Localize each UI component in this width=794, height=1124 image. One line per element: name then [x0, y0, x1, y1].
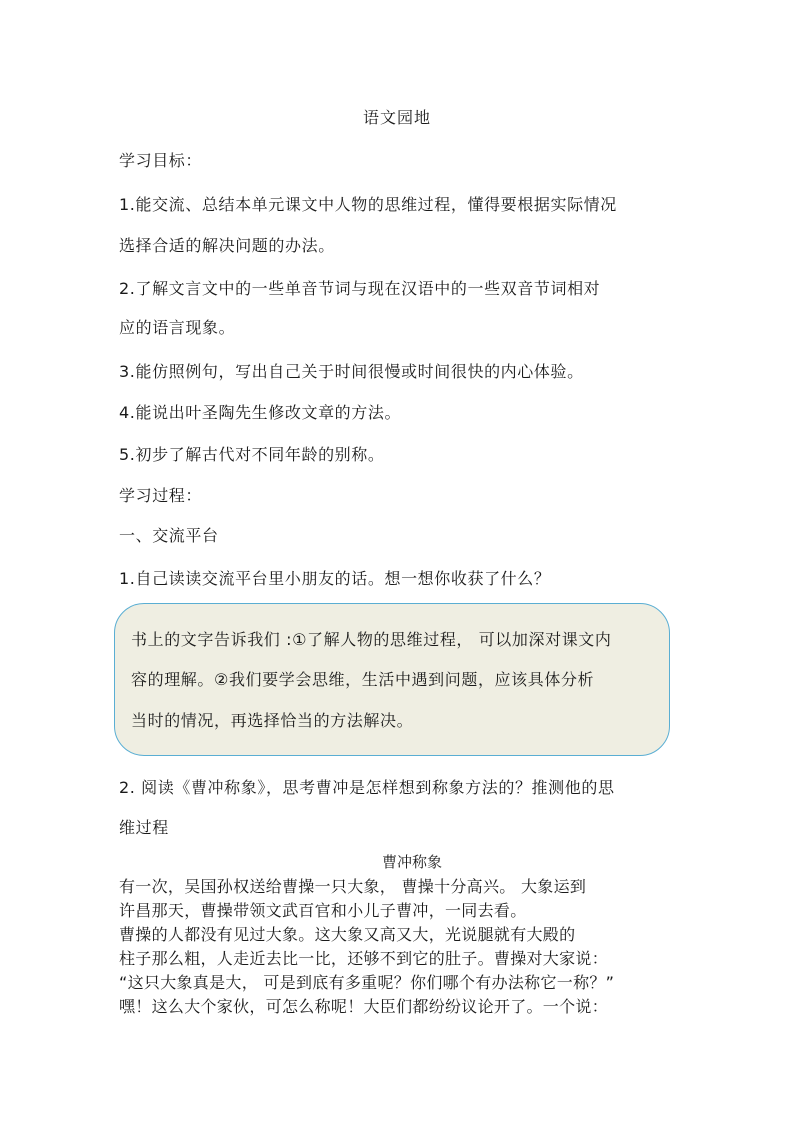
objective-line: 选择合适的解决问题的办法。 — [119, 236, 335, 255]
task-2: 2. 阅读《曹冲称象》，思考曹冲是怎样想到称象方法的？推测他的思 — [119, 778, 615, 797]
process-heading: 学习过程： — [119, 486, 203, 505]
callout-line: 容的理解。②我们要学会思维，生活中遇到问题，应该具体分析 — [131, 670, 595, 689]
story-line: 柱子那么粗，人走近去比一比，还够不到它的肚子。曹操对大家说： — [119, 949, 609, 968]
objective-line: 5.初步了解古代对不同年龄的别称。 — [119, 445, 385, 464]
objective-line: 1.能交流、总结本单元课文中人物的思维过程，懂得要根据实际情况 — [119, 195, 617, 214]
task-2-continued: 维过程 — [119, 818, 169, 837]
task-1: 1.自己读读交流平台里小朋友的话。想一想你收获了什么？ — [119, 569, 551, 588]
callout-line: 书上的文字告诉我们 :①了解人物的思维过程， 可以加深对课文内 — [131, 630, 612, 649]
story-line: 曹操的人都没有见过大象。这大象又高又大，光说腿就有大殿的 — [119, 925, 576, 944]
section-heading: 一、交流平台 — [119, 526, 219, 545]
story-line: 嘿！这么大个家伙，可怎么称呢！大臣们都纷纷议论开了。一个说： — [119, 997, 609, 1016]
objective-line: 2.了解文言文中的一些单音节词与现在汉语中的一些双音节词相对 — [119, 279, 601, 298]
callout-box — [114, 603, 670, 756]
story-line: 有一次，吴国孙权送给曹操一只大象， 曹操十分高兴。 大象运到 — [119, 877, 587, 896]
objective-line: 4.能说出叶圣陶先生修改文章的方法。 — [119, 403, 402, 422]
story-title: 曹冲称象 — [381, 853, 442, 871]
objective-line: 3.能仿照例句，写出自己关于时间很慢或时间很快的内心体验。 — [119, 362, 584, 381]
story-line: 许昌那天，曹操带领文武百官和小儿子曹冲，一同去看。 — [119, 901, 527, 920]
callout-line: 当时的情况，再选择恰当的方法解决。 — [131, 711, 414, 730]
objective-line: 应的语言现象。 — [119, 318, 236, 337]
story-line: “这只大象真是大， 可是到底有多重呢？你们哪个有办法称它一称？” — [119, 973, 615, 992]
objectives-heading: 学习目标： — [119, 151, 203, 170]
page-title: 语文园地 — [362, 108, 431, 127]
